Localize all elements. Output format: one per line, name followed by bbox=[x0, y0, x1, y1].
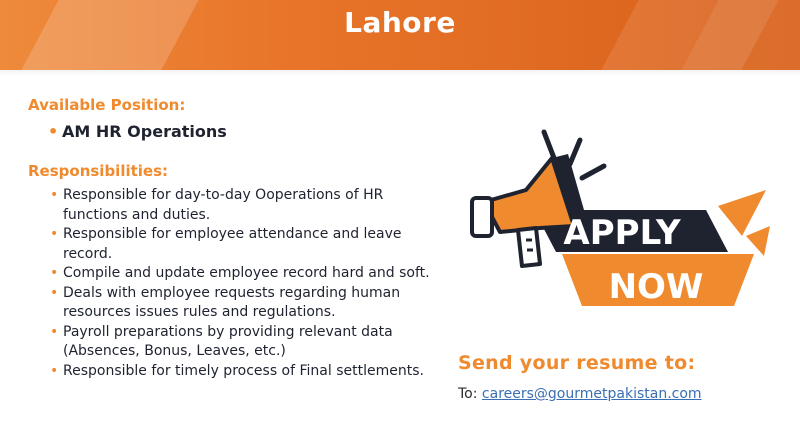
header-divider bbox=[0, 70, 800, 76]
responsibility-item: • Responsible for employee attendance and leave record. bbox=[50, 225, 438, 264]
accent-triangle bbox=[746, 226, 770, 256]
job-details bbox=[28, 96, 438, 381]
apply-text: APPLY bbox=[563, 213, 681, 253]
accent-triangle bbox=[718, 190, 766, 236]
email-link[interactable]: careers@gourmetpakistan.com bbox=[481, 386, 702, 402]
responsibility-item: • Compile and update employee record hard and soft. bbox=[50, 264, 438, 284]
header-banner bbox=[0, 0, 800, 70]
responsibility-item: • Payroll preparations by providing relevant data (Absences, Bonus, Leaves, etc.) bbox=[50, 323, 438, 362]
responsibility-item: • Responsible for timely process of Final settlements. bbox=[50, 362, 438, 382]
responsibility-item: • Responsible for day-to-day Ooperations of HR functions and duties. bbox=[50, 186, 438, 225]
now-text: NOW bbox=[608, 267, 704, 307]
responsibilities-heading: Responsibilities: bbox=[28, 162, 169, 180]
contact-line bbox=[458, 386, 702, 402]
contact-prefix: To: bbox=[458, 386, 478, 402]
responsibility-item: • Deals with employee requests regarding human resources issues rules and regulations. bbox=[50, 284, 438, 323]
position-title: • AM HR Operations bbox=[48, 122, 438, 142]
send-resume-heading: Send your resume to: bbox=[458, 352, 696, 374]
apply-now-graphic bbox=[470, 128, 770, 318]
city-title: Lahore bbox=[344, 6, 456, 39]
responsibilities-list bbox=[28, 186, 438, 381]
available-position-heading: Available Position: bbox=[28, 96, 186, 114]
